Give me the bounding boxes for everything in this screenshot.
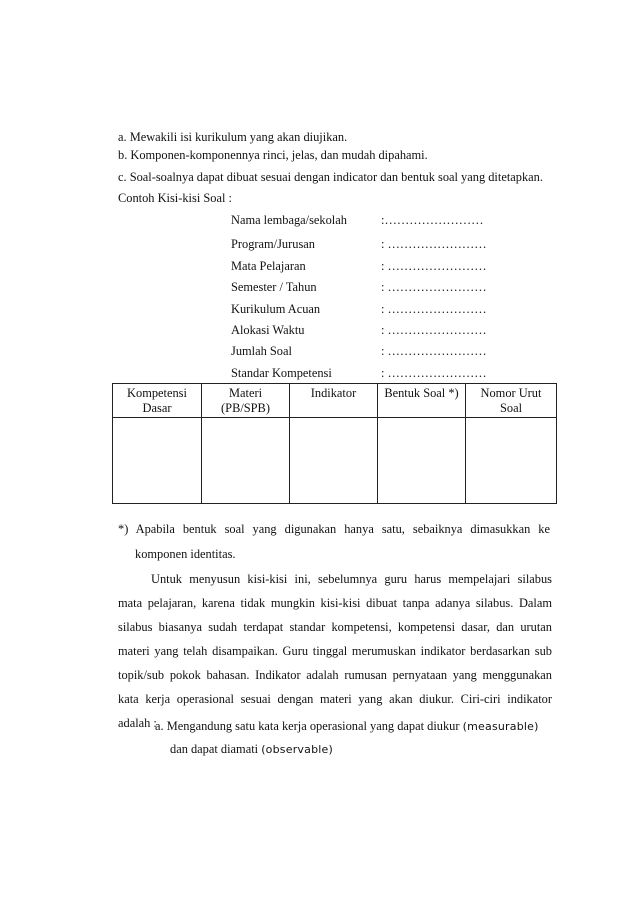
field-value-program: : …………………… <box>381 237 487 251</box>
paragraph-line: Untuk menyusun kisi-kisi ini, sebelumnya guru harus mempelajari silabus <box>151 572 552 586</box>
field-label-semester: Semester / Tahun <box>231 280 317 294</box>
paragraph-line: mata pelajaran, karena tidak mungkin kisi-kisi dibuat tanpa adanya silabus. Dalam <box>118 596 552 610</box>
blueprint-table <box>112 383 557 504</box>
field-label-curriculum: Kurikulum Acuan <box>231 302 321 316</box>
field-label-school: Nama lembaga/sekolah <box>231 213 347 227</box>
list-item-c: c. Soal-soalnya dapat dibuat sesuai dengan indicator dan bentuk soal yang ditetapkan. <box>118 170 543 184</box>
paragraph-line: materi yang telah disampaikan. Guru tinggal merumuskan indikator berdasarkan sub <box>118 644 552 658</box>
table-row <box>113 418 557 504</box>
table-cell[interactable] <box>113 418 202 504</box>
criteria-a2-term: (observable) <box>261 743 333 756</box>
field-label-time: Alokasi Waktu <box>231 323 305 337</box>
footnote-line-2: komponen identitas. <box>135 547 236 561</box>
field-label-question-count: Jumlah Soal <box>231 344 292 358</box>
header-question-form: Bentuk Soal *) <box>378 384 466 418</box>
paragraph-line: silabus biasanya sudah terdapat standar kompetensi, kompetensi dasar, dan urutan <box>118 620 552 634</box>
field-label-competency-standard: Standar Kompetensi <box>231 366 332 380</box>
criteria-a-term: (measurable) <box>462 720 539 733</box>
field-label-program: Program/Jurusan <box>231 237 315 251</box>
table-cell[interactable] <box>202 418 290 504</box>
field-value-semester: : …………………… <box>381 280 487 294</box>
criteria-a2-text: dan dapat diamati <box>170 742 259 756</box>
field-value-subject: : …………………… <box>381 259 487 273</box>
criteria-item-a-continued <box>170 741 333 758</box>
footnote-line-1: *) Apabila bentuk soal yang digunakan hanya satu, sebaiknya dimasukkan ke <box>118 522 550 536</box>
table-cell[interactable] <box>378 418 466 504</box>
example-heading: Contoh Kisi-kisi Soal : <box>118 191 232 205</box>
field-value-time: : …………………… <box>381 323 487 337</box>
list-item-a: a. Mewakili isi kurikulum yang akan diujikan. <box>118 130 348 144</box>
paragraph-line-last: adalah : <box>118 716 157 730</box>
header-material: Materi (PB/SPB) <box>202 384 290 418</box>
field-label-subject: Mata Pelajaran <box>231 259 306 273</box>
header-indicator: Indikator <box>290 384 378 418</box>
criteria-a-text: a. Mengandung satu kata kerja operasional yang dapat diukur <box>155 719 460 733</box>
header-question-number: Nomor Urut Soal <box>466 384 557 418</box>
table-cell[interactable] <box>466 418 557 504</box>
criteria-item-a <box>155 718 539 735</box>
field-value-question-count: : …………………… <box>381 344 487 358</box>
field-value-school: :…………………… <box>381 213 484 227</box>
table-header-row <box>113 384 557 418</box>
paragraph-line: kata kerja operasional sesuai dengan materi yang akan diukur. Ciri-ciri indikator <box>118 692 552 706</box>
list-item-b: b. Komponen-komponennya rinci, jelas, dan mudah dipahami. <box>118 148 428 162</box>
paragraph-line: topik/sub pokok bahasan. Indikator adalah rumusan pernyataan yang menggunakan <box>118 668 552 682</box>
table-cell[interactable] <box>290 418 378 504</box>
field-value-curriculum: : …………………… <box>381 302 487 316</box>
field-value-competency-standard: : …………………… <box>381 366 487 380</box>
header-basic-competency: Kompetensi Dasar <box>113 384 202 418</box>
